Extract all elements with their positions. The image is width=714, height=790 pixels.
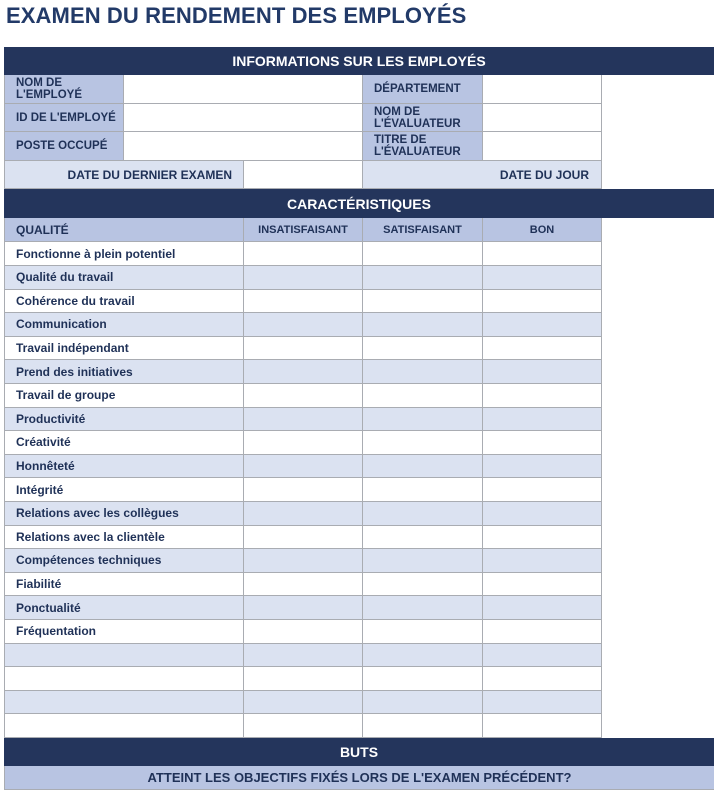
satisfactory-cell[interactable] bbox=[363, 313, 483, 337]
section-header-employee-info: INFORMATIONS SUR LES EMPLOYÉS bbox=[4, 47, 714, 75]
good-cell[interactable] bbox=[483, 644, 602, 668]
satisfactory-cell[interactable] bbox=[363, 384, 483, 408]
evaluator-title-label: TITRE DE L'ÉVALUATEUR bbox=[363, 132, 483, 161]
unsatisfactory-cell[interactable] bbox=[244, 266, 363, 290]
table-row bbox=[4, 573, 714, 597]
satisfactory-cell[interactable] bbox=[363, 596, 483, 620]
table-row bbox=[4, 596, 714, 620]
date-row bbox=[4, 161, 714, 189]
satisfactory-cell[interactable] bbox=[363, 242, 483, 266]
unsatisfactory-cell[interactable] bbox=[244, 502, 363, 526]
info-row bbox=[4, 132, 714, 161]
good-cell[interactable] bbox=[483, 455, 602, 479]
good-cell[interactable] bbox=[483, 691, 602, 715]
good-cell[interactable] bbox=[483, 384, 602, 408]
quality-label: Fréquentation bbox=[4, 620, 244, 644]
unsatisfactory-cell[interactable] bbox=[244, 526, 363, 550]
satisfactory-cell[interactable] bbox=[363, 620, 483, 644]
quality-label: Relations avec les collègues bbox=[4, 502, 244, 526]
good-cell[interactable] bbox=[483, 596, 602, 620]
quality-label: Productivité bbox=[4, 408, 244, 432]
satisfactory-cell[interactable] bbox=[363, 431, 483, 455]
unsatisfactory-cell[interactable] bbox=[244, 620, 363, 644]
good-cell[interactable] bbox=[483, 242, 602, 266]
employee-id-field[interactable] bbox=[124, 104, 363, 132]
good-cell[interactable] bbox=[483, 408, 602, 432]
evaluator-name-label: NOM DE L'ÉVALUATEUR bbox=[363, 104, 483, 132]
good-cell[interactable] bbox=[483, 667, 602, 691]
satisfactory-cell[interactable] bbox=[363, 290, 483, 314]
current-date-label: DATE DU JOUR bbox=[363, 161, 602, 189]
satisfactory-cell[interactable] bbox=[363, 502, 483, 526]
info-row bbox=[4, 104, 714, 132]
column-header-row bbox=[4, 218, 714, 242]
table-row bbox=[4, 691, 714, 715]
unsatisfactory-cell[interactable] bbox=[244, 313, 363, 337]
good-cell[interactable] bbox=[483, 549, 602, 573]
unsatisfactory-cell[interactable] bbox=[244, 549, 363, 573]
table-row bbox=[4, 526, 714, 550]
table-row bbox=[4, 408, 714, 432]
table-row bbox=[4, 549, 714, 573]
table-row bbox=[4, 266, 714, 290]
good-cell[interactable] bbox=[483, 620, 602, 644]
table-row bbox=[4, 714, 714, 738]
column-header-good: BON bbox=[483, 218, 602, 242]
good-cell[interactable] bbox=[483, 714, 602, 738]
unsatisfactory-cell[interactable] bbox=[244, 242, 363, 266]
info-row bbox=[4, 75, 714, 104]
unsatisfactory-cell[interactable] bbox=[244, 408, 363, 432]
last-review-date-field[interactable] bbox=[244, 161, 363, 189]
unsatisfactory-cell[interactable] bbox=[244, 596, 363, 620]
table-row bbox=[4, 431, 714, 455]
satisfactory-cell[interactable] bbox=[363, 573, 483, 597]
table-row bbox=[4, 337, 714, 361]
satisfactory-cell[interactable] bbox=[363, 526, 483, 550]
quality-label: Fonctionne à plein potentiel bbox=[4, 242, 244, 266]
unsatisfactory-cell[interactable] bbox=[244, 691, 363, 715]
quality-label: Relations avec la clientèle bbox=[4, 526, 244, 550]
satisfactory-cell[interactable] bbox=[363, 644, 483, 668]
satisfactory-cell[interactable] bbox=[363, 408, 483, 432]
table-row bbox=[4, 620, 714, 644]
column-header-unsatisfactory: INSATISFAISANT bbox=[244, 218, 363, 242]
good-cell[interactable] bbox=[483, 313, 602, 337]
unsatisfactory-cell[interactable] bbox=[244, 714, 363, 738]
unsatisfactory-cell[interactable] bbox=[244, 290, 363, 314]
good-cell[interactable] bbox=[483, 290, 602, 314]
column-header-quality: QUALITÉ bbox=[4, 218, 244, 242]
unsatisfactory-cell[interactable] bbox=[244, 478, 363, 502]
position-field[interactable] bbox=[124, 132, 363, 161]
unsatisfactory-cell[interactable] bbox=[244, 573, 363, 597]
quality-label: Prend des initiatives bbox=[4, 360, 244, 384]
good-cell[interactable] bbox=[483, 502, 602, 526]
quality-label: Fiabilité bbox=[4, 573, 244, 597]
employee-name-label: NOM DE L'EMPLOYÉ bbox=[4, 75, 124, 104]
quality-label: Ponctualité bbox=[4, 596, 244, 620]
quality-label: Communication bbox=[4, 313, 244, 337]
satisfactory-cell[interactable] bbox=[363, 478, 483, 502]
good-cell[interactable] bbox=[483, 337, 602, 361]
quality-label bbox=[4, 691, 244, 715]
good-cell[interactable] bbox=[483, 431, 602, 455]
satisfactory-cell[interactable] bbox=[363, 337, 483, 361]
quality-table-body bbox=[4, 242, 714, 738]
quality-label: Travail de groupe bbox=[4, 384, 244, 408]
unsatisfactory-cell[interactable] bbox=[244, 360, 363, 384]
good-cell[interactable] bbox=[483, 360, 602, 384]
evaluator-name-field[interactable] bbox=[483, 104, 602, 132]
table-row bbox=[4, 290, 714, 314]
goals-question: ATTEINT LES OBJECTIFS FIXÉS LORS DE L'EXAMEN PRÉCÉDENT? bbox=[4, 766, 714, 790]
unsatisfactory-cell[interactable] bbox=[244, 337, 363, 361]
table-row bbox=[4, 242, 714, 266]
department-field[interactable] bbox=[483, 75, 602, 104]
unsatisfactory-cell[interactable] bbox=[244, 455, 363, 479]
table-row bbox=[4, 502, 714, 526]
unsatisfactory-cell[interactable] bbox=[244, 667, 363, 691]
position-label: POSTE OCCUPÉ bbox=[4, 132, 124, 161]
last-review-date-label: DATE DU DERNIER EXAMEN bbox=[4, 161, 244, 189]
good-cell[interactable] bbox=[483, 478, 602, 502]
table-row bbox=[4, 455, 714, 479]
page-title: EXAMEN DU RENDEMENT DES EMPLOYÉS bbox=[6, 3, 467, 28]
evaluator-title-field[interactable] bbox=[483, 132, 602, 161]
employee-name-field[interactable] bbox=[124, 75, 363, 104]
review-form bbox=[4, 47, 714, 790]
satisfactory-cell[interactable] bbox=[363, 455, 483, 479]
good-cell[interactable] bbox=[483, 526, 602, 550]
employee-id-label: ID DE L'EMPLOYÉ bbox=[4, 104, 124, 132]
quality-label bbox=[4, 644, 244, 668]
table-row bbox=[4, 384, 714, 408]
satisfactory-cell[interactable] bbox=[363, 549, 483, 573]
quality-label: Travail indépendant bbox=[4, 337, 244, 361]
unsatisfactory-cell[interactable] bbox=[244, 384, 363, 408]
unsatisfactory-cell[interactable] bbox=[244, 431, 363, 455]
good-cell[interactable] bbox=[483, 266, 602, 290]
table-row bbox=[4, 313, 714, 337]
quality-label bbox=[4, 714, 244, 738]
quality-label: Intégrité bbox=[4, 478, 244, 502]
satisfactory-cell[interactable] bbox=[363, 360, 483, 384]
quality-label: Cohérence du travail bbox=[4, 290, 244, 314]
quality-label: Compétences techniques bbox=[4, 549, 244, 573]
quality-label bbox=[4, 667, 244, 691]
column-header-satisfactory: SATISFAISANT bbox=[363, 218, 483, 242]
department-label: DÉPARTEMENT bbox=[363, 75, 483, 104]
satisfactory-cell[interactable] bbox=[363, 667, 483, 691]
section-header-goals: BUTS bbox=[4, 738, 714, 766]
satisfactory-cell[interactable] bbox=[363, 691, 483, 715]
table-row bbox=[4, 667, 714, 691]
table-row bbox=[4, 644, 714, 668]
quality-label: Honnêteté bbox=[4, 455, 244, 479]
quality-label: Créativité bbox=[4, 431, 244, 455]
good-cell[interactable] bbox=[483, 573, 602, 597]
quality-label: Qualité du travail bbox=[4, 266, 244, 290]
table-row bbox=[4, 360, 714, 384]
satisfactory-cell[interactable] bbox=[363, 714, 483, 738]
table-row bbox=[4, 478, 714, 502]
section-header-characteristics: CARACTÉRISTIQUES bbox=[4, 189, 714, 218]
satisfactory-cell[interactable] bbox=[363, 266, 483, 290]
unsatisfactory-cell[interactable] bbox=[244, 644, 363, 668]
